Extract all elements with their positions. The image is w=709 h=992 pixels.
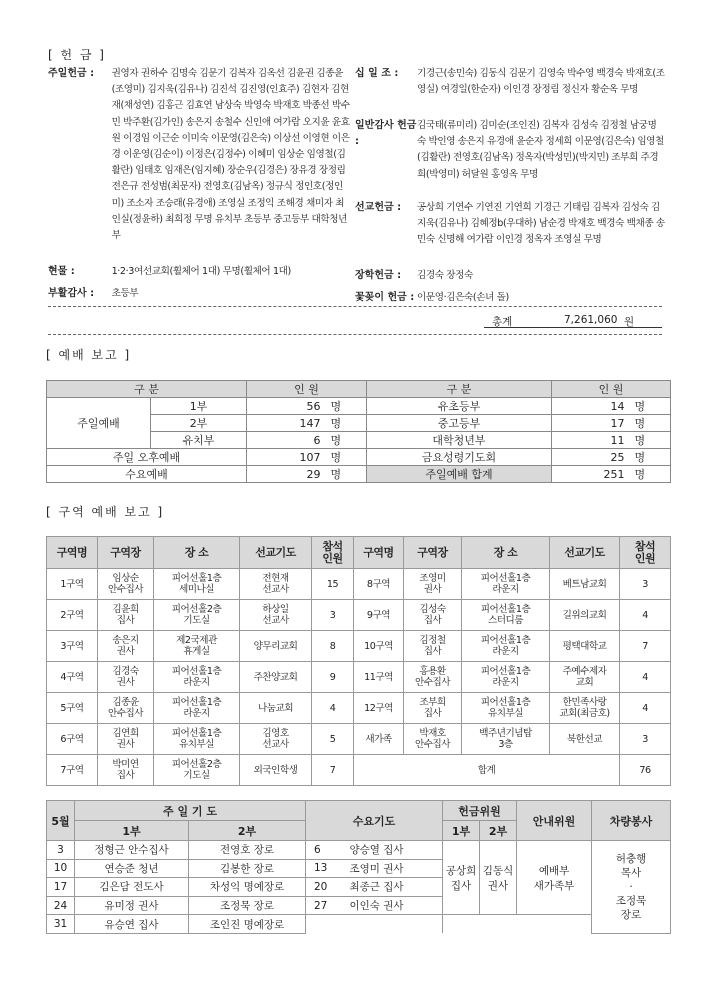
offering-label: 꽃꽂이 헌금 : [355,292,415,303]
duty-wed-name: 최종근 집사 [342,878,443,897]
district-cell: 양무리교회 [240,631,312,662]
offering-names: 권영자 권하수 김명숙 김문기 김복자 김옥선 김윤권 김종윤(조영미) 김지욱(김유나) 김진석 김진영(인효주) 김현자 김현재(채성연) 김홍근 김효연 남상숙 박영숙 박재호 박종선 박수민 박주환(김가인) 송은지 송철수 신인애 여가람 오지윤 윤효원 이경임 이근순 이미숙 이문영(김은숙) 이상선 이영현 이은경 이운영(김순이) 이정은(김정수) 이혜미 임상순 임영철(김활란) 임태호 임재은(임지혜) 장순우(김경은) 장유경 장정림 전은규 전성범(최문자) 전영호(김남옥) 정규식 정인호(정인미) 조소자 조승래(유경애) 조영실 조정익 조해경 채미자 최인실(정윤하) 최희정 무명 유치부 초등부 중고등부 대학청년부 [111,68,350,242]
offering-flower [355,290,665,306]
worship-unit: 명 [327,466,367,483]
district-cell: 5 [312,724,354,755]
offering-scholarship [355,268,665,290]
district-cell: 김성숙 집사 [404,600,462,631]
divider [48,334,662,335]
district-cell: 3 [312,600,354,631]
total-unit: 원 [624,316,635,328]
district-cell: 피어선홀1층 유치부실 [154,724,240,755]
district-cell: 주예수제자 교회 [550,662,620,693]
offering-sunday [48,66,352,264]
district-cell: 4 [312,693,354,724]
total-value: 7,261,060 [564,314,618,326]
district-cell: 8 [312,631,354,662]
worship-name: 2부 [151,415,247,432]
offering-names: 1·2·3여선교회(휠체어 1대) 무명(휠체어 1대) [111,266,291,277]
district-cell: 홍용환 안수집사 [404,662,462,693]
district-col-header: 장 소 [154,537,240,569]
district-sum-value: 76 [620,755,671,786]
worship-name: 대학청년부 [367,432,552,449]
duty-wed-date: 20 [306,878,342,897]
worship-total-count: 251 [552,466,631,483]
district-cell: 피어선홀2층 기도실 [154,600,240,631]
district-cell: 피어선홀1층 라운지 [154,662,240,693]
worship-name: 1부 [151,398,247,415]
worship-sunday-label: 주일예배 [47,398,151,449]
district-cell: 5구역 [47,693,98,724]
duty-offering-2: 김동식 권사 [480,841,517,915]
offering-label: 장학헌금 : [355,270,402,281]
district-cell: 7 [312,755,354,786]
district-cell: 피어선홀1층 세미나실 [154,569,240,600]
district-cell: 피어선홀1층 유치부실 [462,693,550,724]
worship-col-division: 구 분 [47,381,247,398]
worship-col-division: 구 분 [367,381,552,398]
district-cell: 조부희 집사 [404,693,462,724]
offering-thanks [355,118,665,200]
worship-name: 주일 오후예배 [47,449,247,466]
district-cell: 4 [620,662,671,693]
district-cell: 김종윤 안수집사 [98,693,154,724]
worship-unit: 명 [327,449,367,466]
worship-name: 수요예배 [47,466,247,483]
district-row [47,662,671,693]
offering-label: 주일헌금 : [48,68,95,79]
district-cell: 김정철 집사 [404,631,462,662]
district-row [47,693,671,724]
offering-label: 선교헌금 : [355,202,402,213]
duty-table [46,800,671,934]
district-cell: 9구역 [354,600,404,631]
district-cell: 피어선홀1층 스터디룸 [462,600,550,631]
offering-names: 김국태(류미리) 김미순(조인진) 김복자 김성숙 김정철 남궁명숙 박인영 송은지 유경애 윤순자 정세희 이문영(김은숙) 임영철(김활란) 전영호(김남옥) 정옥자(박성민)(박지민) 조부희 주경희(박영미) 허달원 홍영옥 무명 [417,120,664,180]
district-cell: 15 [312,569,354,600]
worship-count: 11 [552,432,631,449]
district-cell: 4 [620,600,671,631]
district-table [46,536,671,786]
duty-p1-name: 유승연 집사 [75,915,189,934]
offering-label: 일반감사 헌금 : [355,120,417,148]
district-cell: 김영호 선교사 [240,724,312,755]
duty-wed-name: 양승열 집사 [342,841,443,860]
duty-wed-date: 13 [306,859,342,878]
worship-name: 유초등부 [367,398,552,415]
district-cell: 조영미 권사 [404,569,462,600]
district-col-header: 장 소 [462,537,550,569]
worship-count: 147 [247,415,327,432]
offering-mission [355,200,665,268]
district-cell: 8구역 [354,569,404,600]
district-cell: 피어선홀1층 라운지 [154,693,240,724]
duty-p2-name: 전영호 장로 [189,841,306,860]
district-cell: 박미연 집사 [98,755,154,786]
worship-unit: 명 [631,432,671,449]
offering-easter [48,286,352,302]
worship-col-count: 인 원 [552,381,671,398]
district-col-header: 구역명 [47,537,98,569]
district-row [47,631,671,662]
district-col-header: 구역장 [98,537,154,569]
divider [48,306,662,307]
district-cell: 나눔교회 [240,693,312,724]
worship-name: 유치부 [151,432,247,449]
district-row [47,600,671,631]
district-cell: 9 [312,662,354,693]
district-cell: 북한선교 [550,724,620,755]
offering-left-column [48,66,352,302]
duty-p1-name: 김은담 전도사 [75,878,189,897]
duty-car-names: 허충행 목사 · 조정묵 장로 [592,841,671,934]
district-col-header: 구역명 [354,537,404,569]
duty-date: 3 [47,841,75,860]
district-cell: 베트남교회 [550,569,620,600]
offering-right-column [355,66,665,306]
district-cell: 제2국제관 휴게실 [154,631,240,662]
duty-p2-name: 차성익 명예장로 [189,878,306,897]
duty-p2-name: 조정묵 장로 [189,896,306,915]
offering-header: [ 헌 금 ] [48,48,106,62]
duty-month: 5월 [47,801,75,841]
district-cell: 11구역 [354,662,404,693]
duty-car: 차량봉사 [592,801,671,841]
offering-label: 현물 : [48,266,75,277]
district-cell: 3 [620,724,671,755]
duty-offering-commissioner: 헌금위원 [443,801,517,821]
district-cell: 새가족 [354,724,404,755]
offering-names: 기경근(송민숙) 김동식 김문기 김영숙 박수영 백경숙 박재호(조영실) 여경일(한순자) 이인경 장정림 정신자 황순옥 무명 [417,68,665,96]
district-cell: 임상순 안수집사 [98,569,154,600]
district-col-header: 선교기도 [240,537,312,569]
offering-total [484,314,662,328]
district-cell: 6구역 [47,724,98,755]
district-cell: 김윤희 집사 [98,600,154,631]
district-col-header: 구역장 [404,537,462,569]
duty-p2-name: 조인진 명예장로 [189,915,306,934]
worship-count: 107 [247,449,327,466]
offering-names: 초등부 [111,288,139,299]
duty-wed-date: 27 [306,896,342,915]
district-col-header: 참석 인원 [312,537,354,569]
district-row [47,569,671,600]
district-cell: 피어선홀1층 라운지 [462,631,550,662]
worship-unit: 명 [631,466,671,483]
duty-date: 24 [47,896,75,915]
district-header: [ 구역 예배 보고 ] [46,505,165,519]
worship-count: 29 [247,466,327,483]
district-row [47,724,671,755]
offering-label: 부활감사 : [48,288,95,299]
offering-names: 공상희 기연수 기연진 기연희 기경근 기태림 김복자 김성숙 김지욱(김유나) 김혜정b(우대하) 남순경 박재호 백경숙 백채종 송민숙 신명해 여가람 이인경 정옥자 조영실 무명 [417,202,665,246]
duty-wed-empty [306,915,443,934]
duty-usher: 안내위원 [517,801,592,841]
district-cell: 7 [620,631,671,662]
district-cell: 주찬양교회 [240,662,312,693]
district-cell: 백주년기념탑 3층 [462,724,550,755]
district-cell: 외국인학생 [240,755,312,786]
district-cell: 송은지 권사 [98,631,154,662]
offering-names: 이문영·김은숙(손녀 돌) [417,292,509,303]
duty-o2: 2부 [480,821,517,841]
worship-unit: 명 [631,415,671,432]
duty-wed-name: 조영미 권사 [342,859,443,878]
district-cell: 피어선홀1층 라운지 [462,569,550,600]
district-cell: 길위의교회 [550,600,620,631]
total-label: 총계 [492,316,513,328]
worship-count: 14 [552,398,631,415]
district-cell: 4구역 [47,662,98,693]
duty-o1: 1부 [443,821,480,841]
district-cell: 12구역 [354,693,404,724]
duty-p1: 1부 [75,821,189,841]
district-cell: 3 [620,569,671,600]
worship-name: 중고등부 [367,415,552,432]
worship-count: 17 [552,415,631,432]
district-cell: 한민족사랑 교회(최금호) [550,693,620,724]
duty-date: 10 [47,859,75,878]
district-cell: 피어선홀2층 기도실 [154,755,240,786]
duty-sunday-prayer: 주 일 기 도 [75,801,306,821]
district-cell: 4 [620,693,671,724]
district-cell: 김연희 권사 [98,724,154,755]
duty-usher-names: 예배부 새가족부 [517,841,592,915]
district-cell: 3구역 [47,631,98,662]
worship-total-name: 주일예배 합계 [367,466,552,483]
district-cell: 평택대학교 [550,631,620,662]
worship-unit: 명 [327,415,367,432]
duty-p1-name: 연승준 청년 [75,859,189,878]
worship-table [46,380,671,483]
duty-date: 31 [47,915,75,934]
worship-count: 56 [247,398,327,415]
duty-wed-date: 6 [306,841,342,860]
duty-wed-name: 이인숙 권사 [342,896,443,915]
duty-p1-name: 정형근 안수집사 [75,841,189,860]
worship-col-count: 인 원 [247,381,367,398]
offering-names: 김경숙 장정숙 [417,270,473,281]
worship-unit: 명 [631,398,671,415]
district-cell: 하상일 선교사 [240,600,312,631]
duty-offering-1: 공상희 집사 [443,841,480,915]
worship-unit: 명 [327,398,367,415]
district-cell: 10구역 [354,631,404,662]
district-cell: 1구역 [47,569,98,600]
worship-header: [ 예배 보고 ] [46,348,132,362]
district-cell: 피어선홀1층 라운지 [462,662,550,693]
district-cell: 박재호 안수집사 [404,724,462,755]
offering-label: 십 일 조 : [355,68,399,79]
worship-name: 금요성령기도회 [367,449,552,466]
district-cell: 김경숙 권사 [98,662,154,693]
district-cell: 7구역 [47,755,98,786]
district-cell: 전현재 선교사 [240,569,312,600]
district-col-header: 참석 인원 [620,537,671,569]
district-cell: 2구역 [47,600,98,631]
offering-goods [48,264,352,286]
duty-p2: 2부 [189,821,306,841]
duty-date: 17 [47,878,75,897]
duty-p2-name: 김봉한 장로 [189,859,306,878]
worship-unit: 명 [327,432,367,449]
worship-count: 6 [247,432,327,449]
district-sum-label: 합계 [354,755,620,786]
worship-count: 25 [552,449,631,466]
worship-unit: 명 [631,449,671,466]
duty-wed-prayer: 수요기도 [306,801,443,841]
duty-empty [443,915,592,934]
duty-p1-name: 유미정 권사 [75,896,189,915]
offering-tithe [355,66,665,118]
district-col-header: 선교기도 [550,537,620,569]
